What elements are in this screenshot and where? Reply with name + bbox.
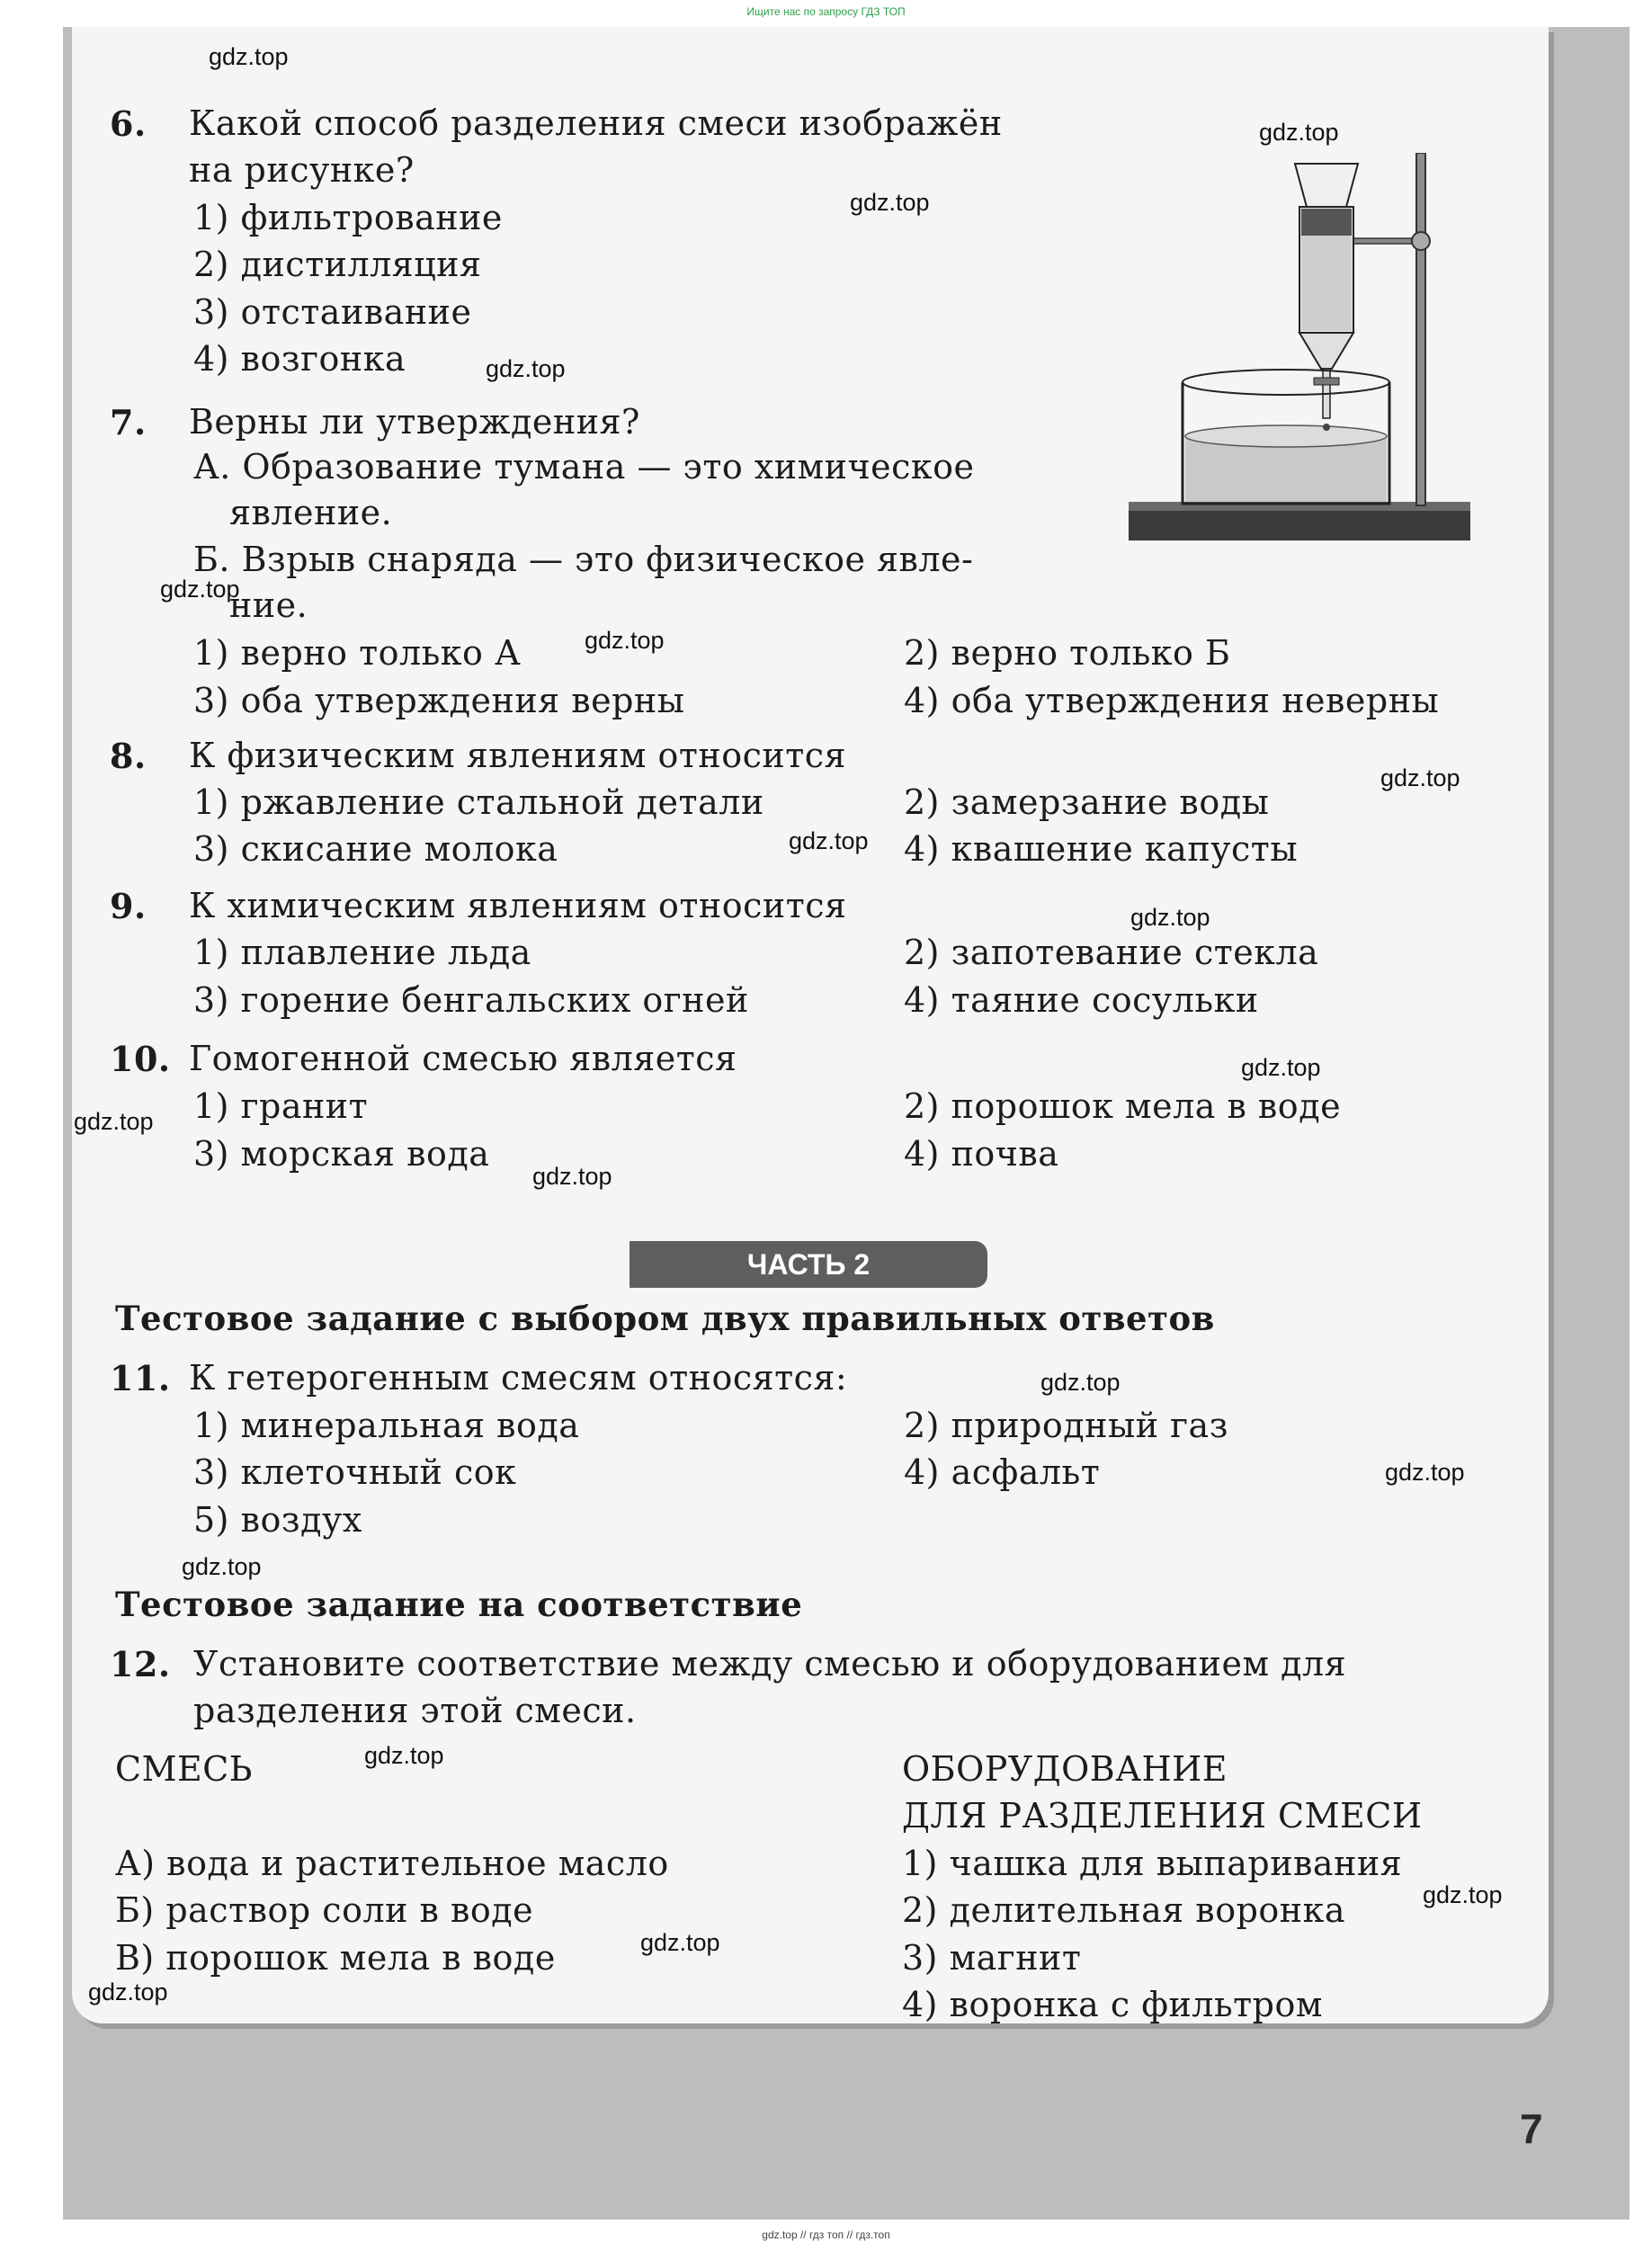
q12-equipment-2: 2) делительная воронка [902, 1890, 1346, 1930]
q9-option-2: 2) запотевание стекла [904, 933, 1319, 972]
q11-option-5: 5) воздух [193, 1500, 362, 1540]
q7-statement-b-line1: Б. Взрыв снаряда — это физическое явле- [193, 540, 974, 579]
q7-statement-a-line2: явление. [229, 493, 393, 532]
q10-option-3: 3) морская вода [193, 1134, 490, 1174]
stand-rod [1416, 153, 1425, 505]
watermark: gdz.top [182, 1553, 262, 1580]
q6-line2: на рисунке? [189, 150, 415, 190]
drop [1323, 424, 1330, 431]
watermark: gdz.top [1385, 1459, 1465, 1486]
q10-option-4: 4) почва [904, 1134, 1059, 1174]
section-matching-heading: Тестовое задание на соответствие [115, 1585, 803, 1624]
watermark: gdz.top [364, 1742, 444, 1769]
q8-number: 8. [110, 736, 147, 776]
left-margin [0, 0, 63, 2251]
q9-number: 9. [110, 886, 147, 926]
q6-option-3: 3) отстаивание [193, 292, 472, 332]
q12-column-equipment-header-1: ОБОРУДОВАНИЕ [902, 1749, 1228, 1789]
funnel-top [1295, 164, 1358, 207]
q12-mixture-b: Б) раствор соли в воде [115, 1890, 534, 1930]
q10-option-1: 1) гранит [193, 1086, 369, 1126]
q6-number: 6. [110, 103, 147, 144]
q7-option-3: 3) оба утверждения верны [193, 681, 685, 720]
watermark: gdz.top [486, 355, 566, 382]
stand-base [1129, 508, 1470, 540]
watermark: gdz.top [1380, 764, 1460, 791]
q9-option-1: 1) плавление льда [193, 933, 531, 972]
q7-statement-b-line2: ние. [229, 585, 308, 625]
q12-number: 12. [110, 1644, 171, 1684]
q12-mixture-c: В) порошок мела в воде [115, 1938, 556, 1978]
q8-option-3: 3) скисание молока [193, 829, 558, 869]
watermark: gdz.top [160, 576, 240, 603]
watermark: gdz.top [88, 1979, 168, 2005]
funnel-dark-layer [1301, 209, 1352, 236]
beaker-rim [1183, 370, 1389, 395]
q11-option-1: 1) минеральная вода [193, 1406, 580, 1445]
q12-mixture-a: А) вода и растительное масло [115, 1844, 669, 1883]
watermark: gdz.top [789, 827, 869, 854]
q6-line1: Какой способ разделения смеси изображён [189, 103, 1003, 143]
header-banner[interactable]: Ищите нас по запросу ГДЗ ТОП [746, 5, 906, 18]
q9-option-3: 3) горение бенгальских огней [193, 980, 749, 1020]
filtration-apparatus-figure [1120, 153, 1479, 576]
q7-number: 7. [110, 402, 147, 442]
q9-title: К химическим явлениям относится [189, 886, 847, 925]
q9-option-4: 4) таяние сосульки [904, 980, 1259, 1020]
q10-option-2: 2) порошок мела в воде [904, 1086, 1342, 1126]
q11-option-3: 3) клеточный сок [193, 1452, 517, 1492]
q12-equipment-4: 4) воронка с фильтром [902, 1985, 1323, 2024]
watermark: gdz.top [1040, 1369, 1121, 1396]
q6-option-1: 1) фильтрование [193, 198, 503, 237]
right-margin [1630, 0, 1652, 2251]
section-two-answers-heading: Тестовое задание с выбором двух правильных ответов [115, 1299, 1215, 1338]
watermark: gdz.top [585, 627, 665, 654]
q8-title: К физическим явлениям относится [189, 736, 846, 775]
watermark: gdz.top [640, 1929, 720, 1956]
q11-number: 11. [110, 1358, 171, 1398]
watermark: gdz.top [850, 189, 930, 216]
funnel-liquid [1301, 236, 1352, 331]
q8-option-1: 1) ржавление стальной детали [193, 782, 764, 822]
q12-column-equipment-header-2: ДЛЯ РАЗДЕЛЕНИЯ СМЕСИ [902, 1796, 1423, 1836]
q10-title: Гомогенной смесью является [189, 1039, 737, 1078]
q7-statement-a-line1: А. Образование тумана — это химическое [193, 447, 975, 487]
q7-option-2: 2) верно только Б [904, 633, 1231, 673]
q8-option-2: 2) замерзание воды [904, 782, 1270, 822]
q8-option-4: 4) квашение капусты [904, 829, 1299, 869]
part2-banner: ЧАСТЬ 2 [630, 1241, 987, 1288]
q7-option-4: 4) оба утверждения неверны [904, 681, 1440, 720]
q11-option-4: 4) асфальт [904, 1452, 1101, 1492]
q12-line2: разделения этой смеси. [193, 1691, 637, 1730]
watermark: gdz.top [1130, 904, 1210, 931]
watermark: gdz.top [74, 1108, 154, 1135]
q6-option-2: 2) дистилляция [193, 245, 482, 284]
footer-banner[interactable]: gdz.top // гдз топ // гдз.топ [762, 2229, 890, 2241]
funnel-stopcock [1314, 378, 1339, 385]
watermark: gdz.top [1423, 1881, 1503, 1908]
funnel-cone [1299, 333, 1353, 369]
q10-number: 10. [110, 1039, 171, 1079]
q6-option-4: 4) возгонка [193, 339, 406, 379]
q12-line1: Установите соответствие между смесью и оборудованием для [193, 1644, 1347, 1684]
clamp-screw [1412, 232, 1430, 250]
q12-equipment-3: 3) магнит [902, 1938, 1082, 1978]
q12-equipment-1: 1) чашка для выпаривания [902, 1844, 1403, 1883]
watermark: gdz.top [1259, 119, 1339, 146]
q11-title: К гетерогенным смесям относятся: [189, 1358, 848, 1398]
q11-option-2: 2) природный газ [904, 1406, 1228, 1445]
watermark: gdz.top [1241, 1054, 1321, 1081]
q7-option-1: 1) верно только А [193, 633, 522, 673]
q12-column-mixture-header: СМЕСЬ [115, 1749, 253, 1789]
watermark: gdz.top [532, 1163, 612, 1190]
liquid-surface [1185, 425, 1387, 447]
page-number: 7 [1520, 2105, 1543, 2152]
q7-title: Верны ли утверждения? [189, 402, 640, 442]
watermark: gdz.top [209, 43, 289, 70]
